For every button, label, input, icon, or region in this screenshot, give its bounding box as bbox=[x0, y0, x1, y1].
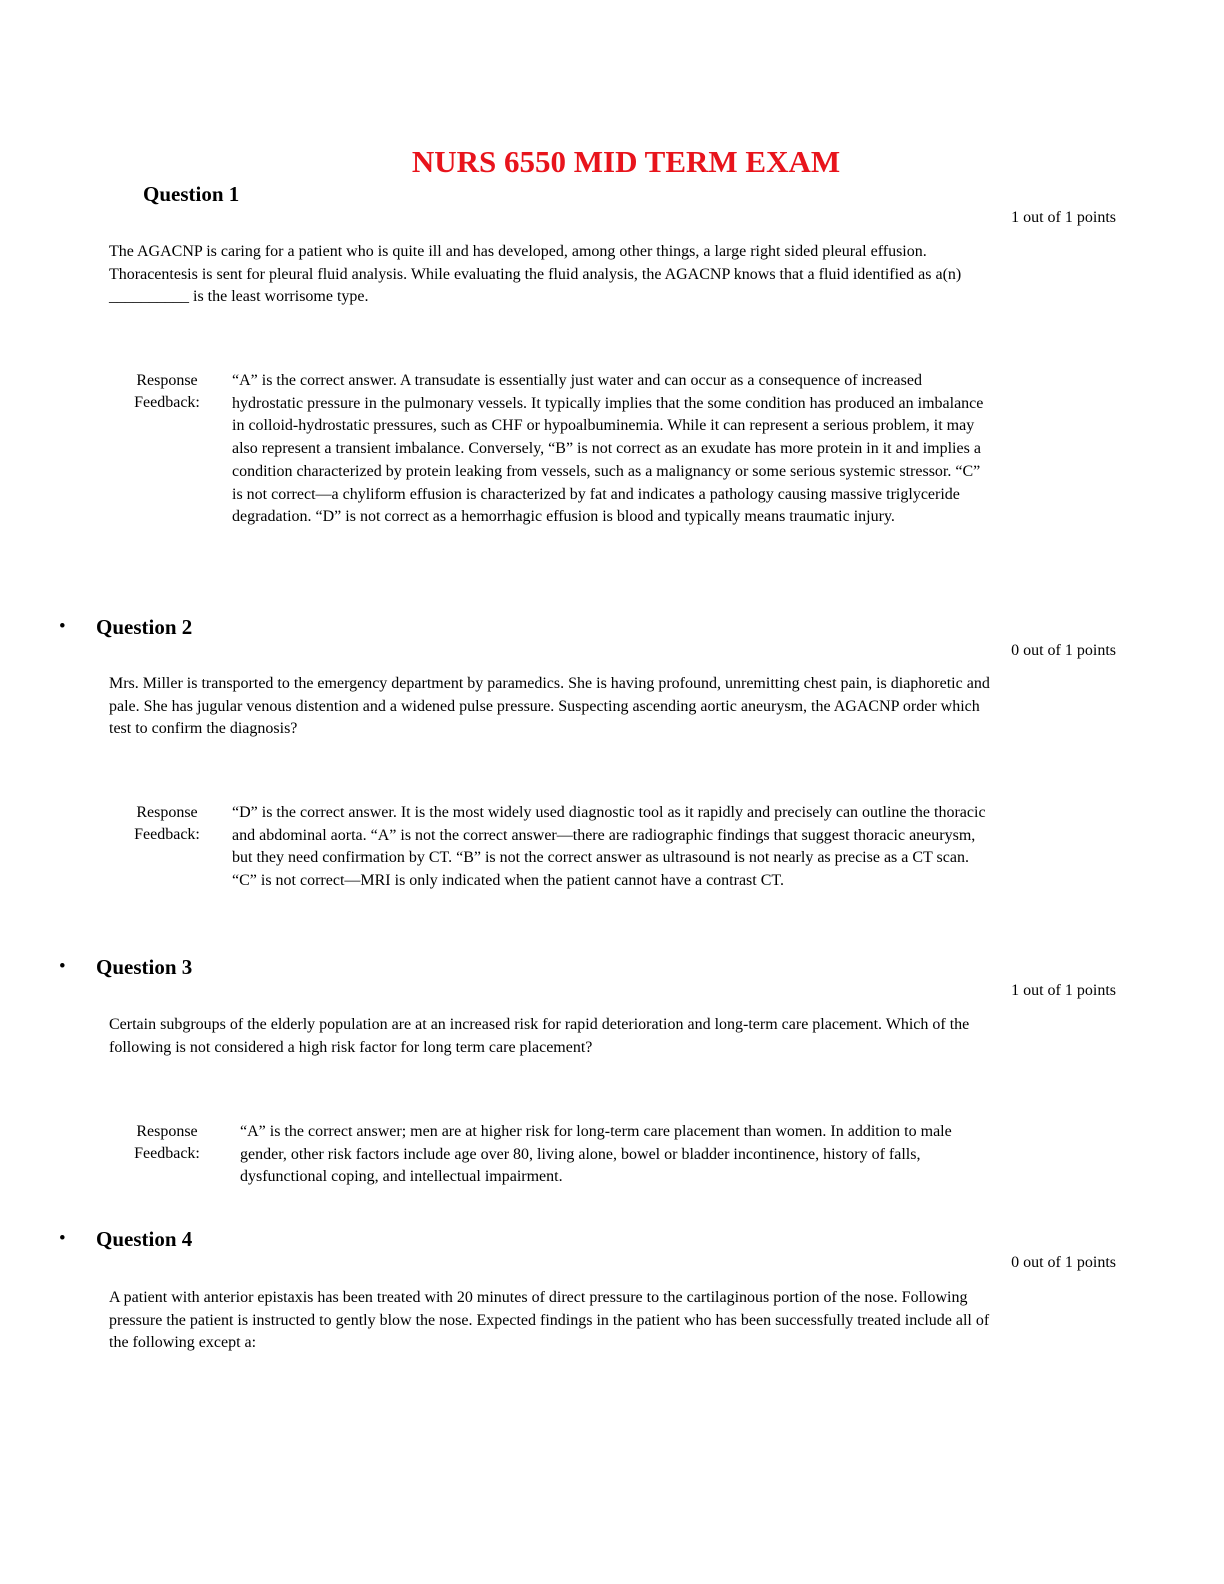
question-2-feedback: “D” is the correct answer. It is the most widely used diagnostic tool as it rapidly and precisely can outline the thoracic and abdominal aorta. “A” is not the correct answer—there are radiographic findings that suggest thoracic aneurysm, but they need confirmation by CT. “B” is not the correct answer as ultrasound is not nearly as precise as a CT scan. “C” is not correct—MRI is only indicated when the patient cannot have a contrast CT. bbox=[232, 804, 986, 890]
question-1-points: 1 out of 1 points bbox=[1011, 209, 1116, 226]
question-1-feedback-label: Response Feedback: bbox=[134, 372, 200, 411]
question-3-points: 1 out of 1 points bbox=[1011, 982, 1116, 999]
question-4-text: A patient with anterior epistaxis has been treated with 20 minutes of direct pressure to the cartilaginous portion of the nose. Following pressure the patient is instructed to gently blow the nose. Expected findings in the patient who has been successfully treated include all of the following except a: bbox=[109, 1289, 990, 1351]
question-1-text: The AGACNP is caring for a patient who is quite ill and has developed, among other things, a large right sided pleural effusion. Thoracentesis is sent for pleural fluid analysis. While evaluating the fluid analysis, the AGACNP knows that a fluid identified as a(n) __________ is the least worrisome type. bbox=[109, 243, 962, 305]
question-2-bullet: • bbox=[59, 616, 66, 637]
exam-title: NURS 6550 MID TERM EXAM bbox=[411, 144, 841, 179]
question-1-heading: Question 1 bbox=[143, 182, 240, 206]
question-3-bullet: • bbox=[59, 956, 66, 977]
question-4-points: 0 out of 1 points bbox=[1011, 1254, 1116, 1271]
question-1-feedback: “A” is the correct answer. A transudate is essentially just water and can occur as a consequence of increased hydrostatic pressure in the pulmonary vessels. It typically implies that the some condition has produced an imbalance in colloid-hydrostatic pressures, such as CHF or hypoalbuminemia. While it can represent a serious problem, it may also represent a transient imbalance. Conversely, “B” is not correct as an exudate has more protein in it and implies a condition characterized by protein leaking from vessels, such as a malignancy or some serious systemic stressor. “C” is not correct—a chyliform effusion is characterized by fat and indicates a pathology causing massive triglyceride degradation. “D” is not correct as a hemorrhagic effusion is blood and typically means traumatic injury. bbox=[232, 372, 984, 526]
question-2-points: 0 out of 1 points bbox=[1011, 642, 1116, 659]
question-2-feedback-label: Response Feedback: bbox=[134, 804, 200, 843]
question-2-text: Mrs. Miller is transported to the emergency department by paramedics. She is having profound, unremitting chest pain, is diaphoretic and pale. She has jugular venous distention and a widened pulse pressure. Suspecting ascending aortic aneurysm, the AGACNP order which test to confirm the diagnosis? bbox=[109, 675, 990, 737]
question-3-heading: Question 3 bbox=[96, 955, 193, 979]
question-3-feedback: “A” is the correct answer; men are at higher risk for long-term care placement than women. In addition to male gender, other risk factors include age over 80, living alone, bowel or bladder incontinence, history of falls, dysfunctional coping, and intellectual impairment. bbox=[240, 1123, 952, 1186]
question-2-heading: Question 2 bbox=[96, 615, 193, 639]
question-4-heading: Question 4 bbox=[96, 1227, 193, 1251]
question-4-bullet: • bbox=[59, 1228, 66, 1249]
question-3-feedback-label: Response Feedback: bbox=[134, 1123, 200, 1162]
question-3-text: Certain subgroups of the elderly population are at an increased risk for rapid deterioration and long-term care placement. Which of the following is not considered a high risk factor for long term care placement? bbox=[109, 1016, 970, 1056]
